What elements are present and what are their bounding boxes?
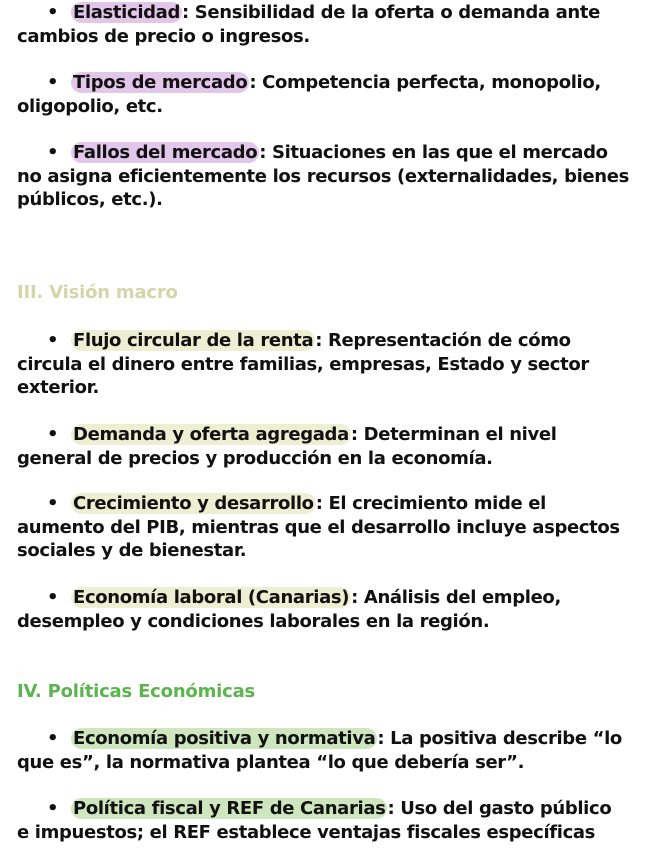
bullet: • [47, 72, 59, 93]
item-text: : Competencia perfecta, monopolio, oligopolio, etc. [17, 72, 601, 117]
item-text: : Representación de cómo circula el dinero entre familias, empresas, Estado y sector exterior. [17, 330, 589, 398]
term-highlight: Economía positiva y normativa [73, 728, 376, 749]
bullet: • [47, 330, 59, 351]
term-highlight: Política fiscal y REF de Canarias [73, 798, 386, 819]
item-text: : La positiva describe “lo que es”, la normativa plantea “lo que debería ser”. [17, 728, 622, 773]
list-item [17, 727, 629, 774]
bullet: • [47, 2, 59, 23]
list-item [17, 423, 629, 470]
list-item [17, 1, 629, 48]
bullet: • [47, 728, 59, 749]
bullet: • [47, 142, 59, 163]
item-text: : Determinan el nivel general de precios y producción en la economía. [17, 424, 557, 469]
section-heading-macro: III. Visión macro [17, 282, 178, 303]
item-text: : Situaciones en las que el mercado no asigna eficientemente los recursos (externalidades, bienes públicos, etc.). [17, 142, 629, 210]
list-item [17, 141, 629, 212]
term-highlight: Economía laboral (Canarias) [73, 587, 350, 608]
term-highlight: Flujo circular de la renta [73, 330, 314, 351]
list-item [17, 797, 629, 844]
term-highlight: Tipos de mercado [73, 72, 248, 93]
term-highlight: Demanda y oferta agregada [73, 424, 349, 445]
term-highlight: Elasticidad [73, 2, 181, 23]
bullet: • [47, 424, 59, 445]
bullet: • [47, 587, 59, 608]
list-item [17, 492, 629, 563]
item-text: : Análisis del empleo, desempleo y condiciones laborales en la región. [17, 587, 561, 632]
item-text: : Sensibilidad de la oferta o demanda ante cambios de precio o ingresos. [17, 2, 600, 47]
list-item [17, 71, 629, 118]
section-heading-politicas: IV. Políticas Económicas [17, 681, 256, 702]
list-item [17, 329, 629, 400]
item-text: : Uso del gasto público e impuestos; el REF establece ventajas fiscales específicas [17, 798, 612, 843]
list-item [17, 586, 629, 633]
bullet: • [47, 798, 59, 819]
term-highlight: Fallos del mercado [73, 142, 258, 163]
term-highlight: Crecimiento y desarrollo [73, 493, 314, 514]
bullet: • [47, 493, 59, 514]
item-text: : El crecimiento mide el aumento del PIB, mientras que el desarrollo incluye aspectos sociales y de bienestar. [17, 493, 620, 561]
